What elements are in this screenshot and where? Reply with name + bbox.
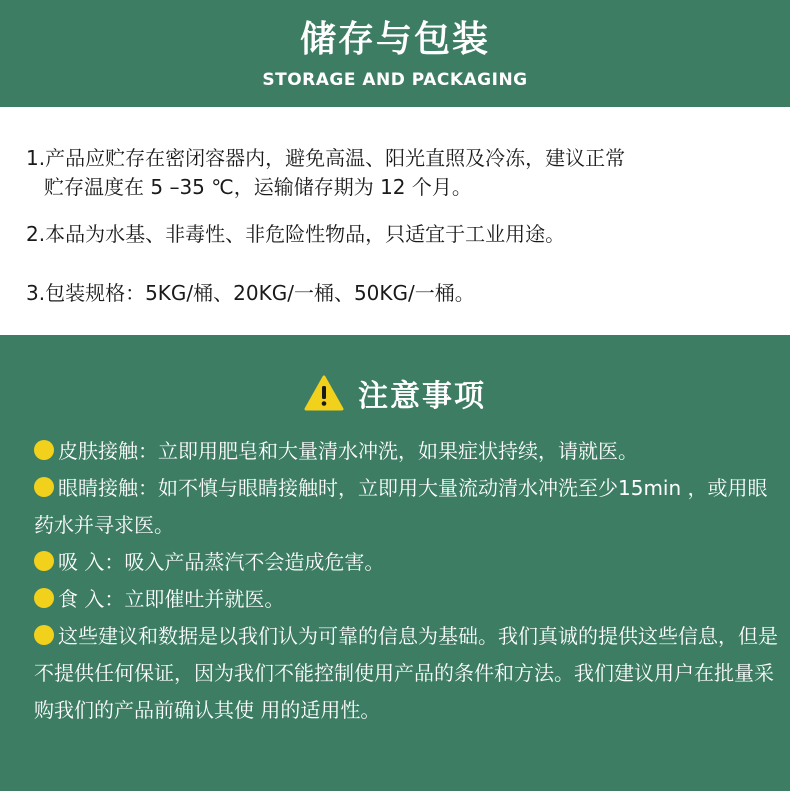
note-text: 眼睛接触：如不慎与眼睛接触时，立即用大量流动清水冲洗至少15min ，或用眼药水并寻求医。 [34, 476, 768, 537]
note-text: 食 入：立即催吐并就医。 [58, 587, 285, 611]
note-skin-contact [34, 433, 779, 470]
page-subtitle: STORAGE AND PACKAGING [262, 70, 528, 90]
page-title: 储存与包装 [299, 19, 490, 60]
bullet-dot-icon [34, 625, 54, 645]
header-banner [0, 0, 790, 107]
bullet-dot-icon [34, 477, 54, 497]
note-text: 皮肤接触：立即用肥皂和大量清水冲洗，如果症状持续，请就医。 [58, 439, 638, 463]
caution-heading [0, 371, 790, 415]
bullet-dot-icon [34, 551, 54, 571]
note-eye-contact [34, 470, 779, 544]
note-text: 这些建议和数据是以我们认为可靠的信息为基础。我们真诚的提供这些信息，但是不提供任何保证，因为我们不能控制使用产品的条件和方法。我们建议用户在批量采购我们的产品前确认其使 用的适用性。 [34, 624, 778, 722]
caution-section [0, 335, 790, 791]
note-ingestion [34, 581, 779, 618]
storage-item-1 [26, 144, 776, 202]
storage-item-2: 2.本品为水基、非毒性、非危险性物品，只适宜于工业用途。 [26, 222, 566, 246]
caution-title: 注意事项 [358, 379, 486, 414]
storage-item-3: 3.包装规格：5KG/桶、20KG/一桶、50KG/一桶。 [26, 281, 475, 305]
storage-item-1-line2: 贮存温度在 5 –35 ℃，运输储存期为 12 个月。 [44, 175, 472, 199]
bullet-dot-icon [34, 588, 54, 608]
bullet-dot-icon [34, 440, 54, 460]
note-disclaimer [34, 618, 779, 729]
warning-triangle-icon [304, 375, 344, 411]
note-text: 吸 入：吸入产品蒸汽不会造成危害。 [58, 550, 385, 574]
storage-section [0, 107, 790, 335]
note-inhalation [34, 544, 779, 581]
storage-item-1-line1: 1.产品应贮存在密闭容器内，避免高温、阳光直照及冷冻，建议正常 [26, 146, 626, 170]
